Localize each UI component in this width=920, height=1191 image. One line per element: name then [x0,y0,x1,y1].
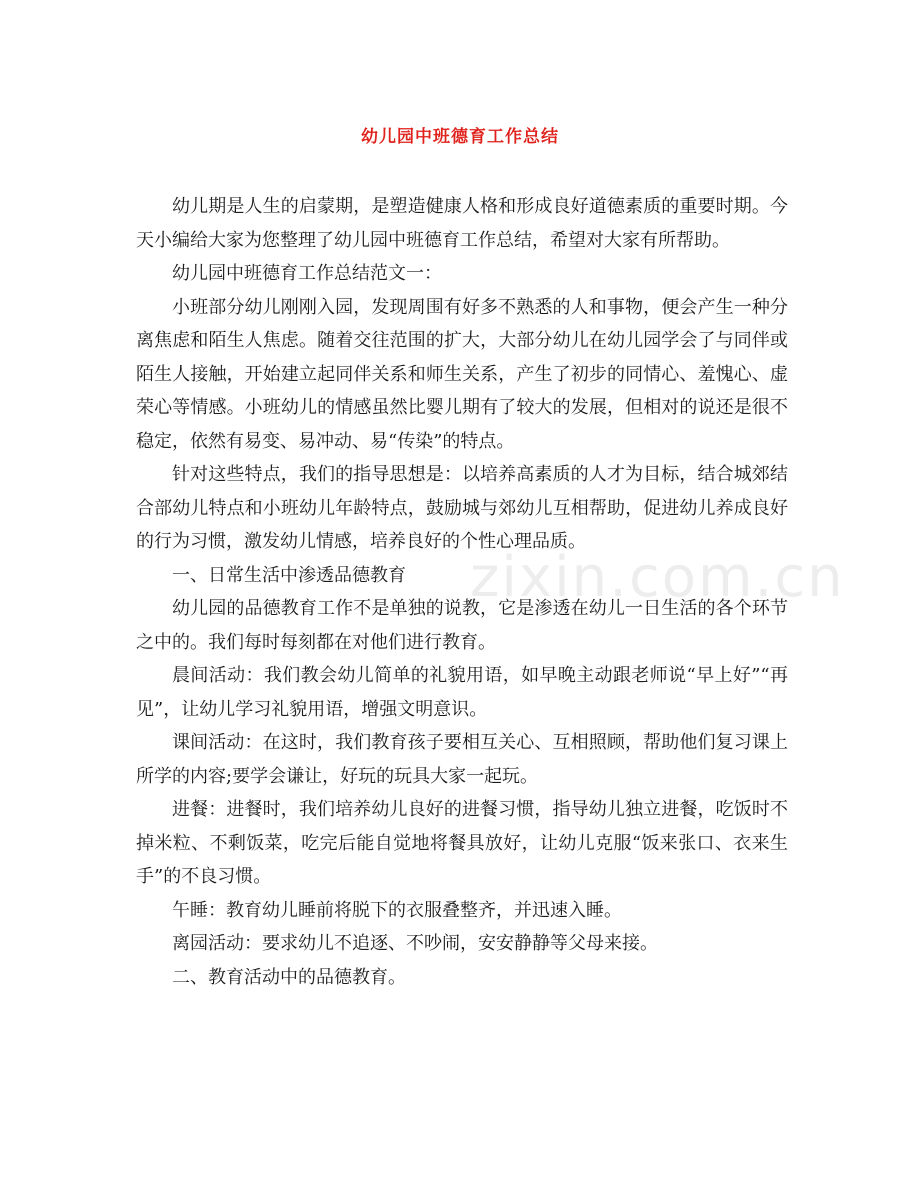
section-heading-daily-life: 一、日常生活中渗透品德教育 [172,564,406,586]
section-heading-education: 二、教育活动中的品德教育。 [172,966,406,988]
paragraph-sample-heading: 幼儿园中班德育工作总结范文一： [172,263,442,284]
paragraph-daily-life: 幼儿园的品德教育工作不是单独的说教，它是渗透在幼儿一日生活的各个环节之中的。我们每时每刻都在对他们进行教育。 [136,598,788,653]
paragraph-leaving: 离园活动：要求幼儿不追逐、不吵闹，安安静静等父母来接。 [172,933,658,954]
document-title: 幼儿园中班德育工作总结 [361,127,559,147]
paragraph-meals: 进餐：进餐时，我们培养幼儿良好的进餐习惯，指导幼儿独立进餐，吃饭时不掉米粒、不剩饭菜，吃完后能自觉地将餐具放好，让幼儿克服“饭来张口、衣来生手”的不良习惯。 [136,799,788,887]
paragraph-guiding-idea: 针对这些特点，我们的指导思想是：以培养高素质的人才为目标，结合城郊结合部幼儿特点和小班幼儿年龄特点，鼓励城与郊幼儿互相帮助，促进幼儿养成良好的行为习惯，激发幼儿情感，培养良好的个性心理品质。 [136,464,788,552]
document-body [136,190,788,994]
paragraph-morning: 晨间活动：我们教会幼儿简单的礼貌用语，如早晚主动跟老师说“早上好”“再见”，让幼儿学习礼貌用语，增强文明意识。 [136,665,788,720]
paragraph-break-time: 课间活动：在这时，我们教育孩子要相互关心、互相照顾，帮助他们复习课上所学的内容;要学会谦让，好玩的玩具大家一起玩。 [136,732,788,787]
paragraph-intro: 幼儿期是人生的启蒙期，是塑造健康人格和形成良好道德素质的重要时期。今天小编给大家为您整理了幼儿园中班德育工作总结，希望对大家有所帮助。 [136,196,788,251]
watermark: zixin.com.cn [470,545,845,610]
paragraph-nap: 午睡：教育幼儿睡前将脱下的衣服叠整齐，并迅速入睡。 [172,899,622,921]
paragraph-background: 小班部分幼儿刚刚入园，发现周围有好多不熟悉的人和事物，便会产生一种分离焦虑和陌生人焦虑。随着交往范围的扩大，大部分幼儿在幼儿园学会了与同伴或陌生人接触，开始建立起同伴关系和师生关系，产生了初步的同情心、羞愧心、虚荣心等情感。小班幼儿的情感虽然比婴儿期有了较大的发展，但相对的说还是很不稳定，依然有易变、易冲动、易“传染”的特点。 [136,296,788,452]
